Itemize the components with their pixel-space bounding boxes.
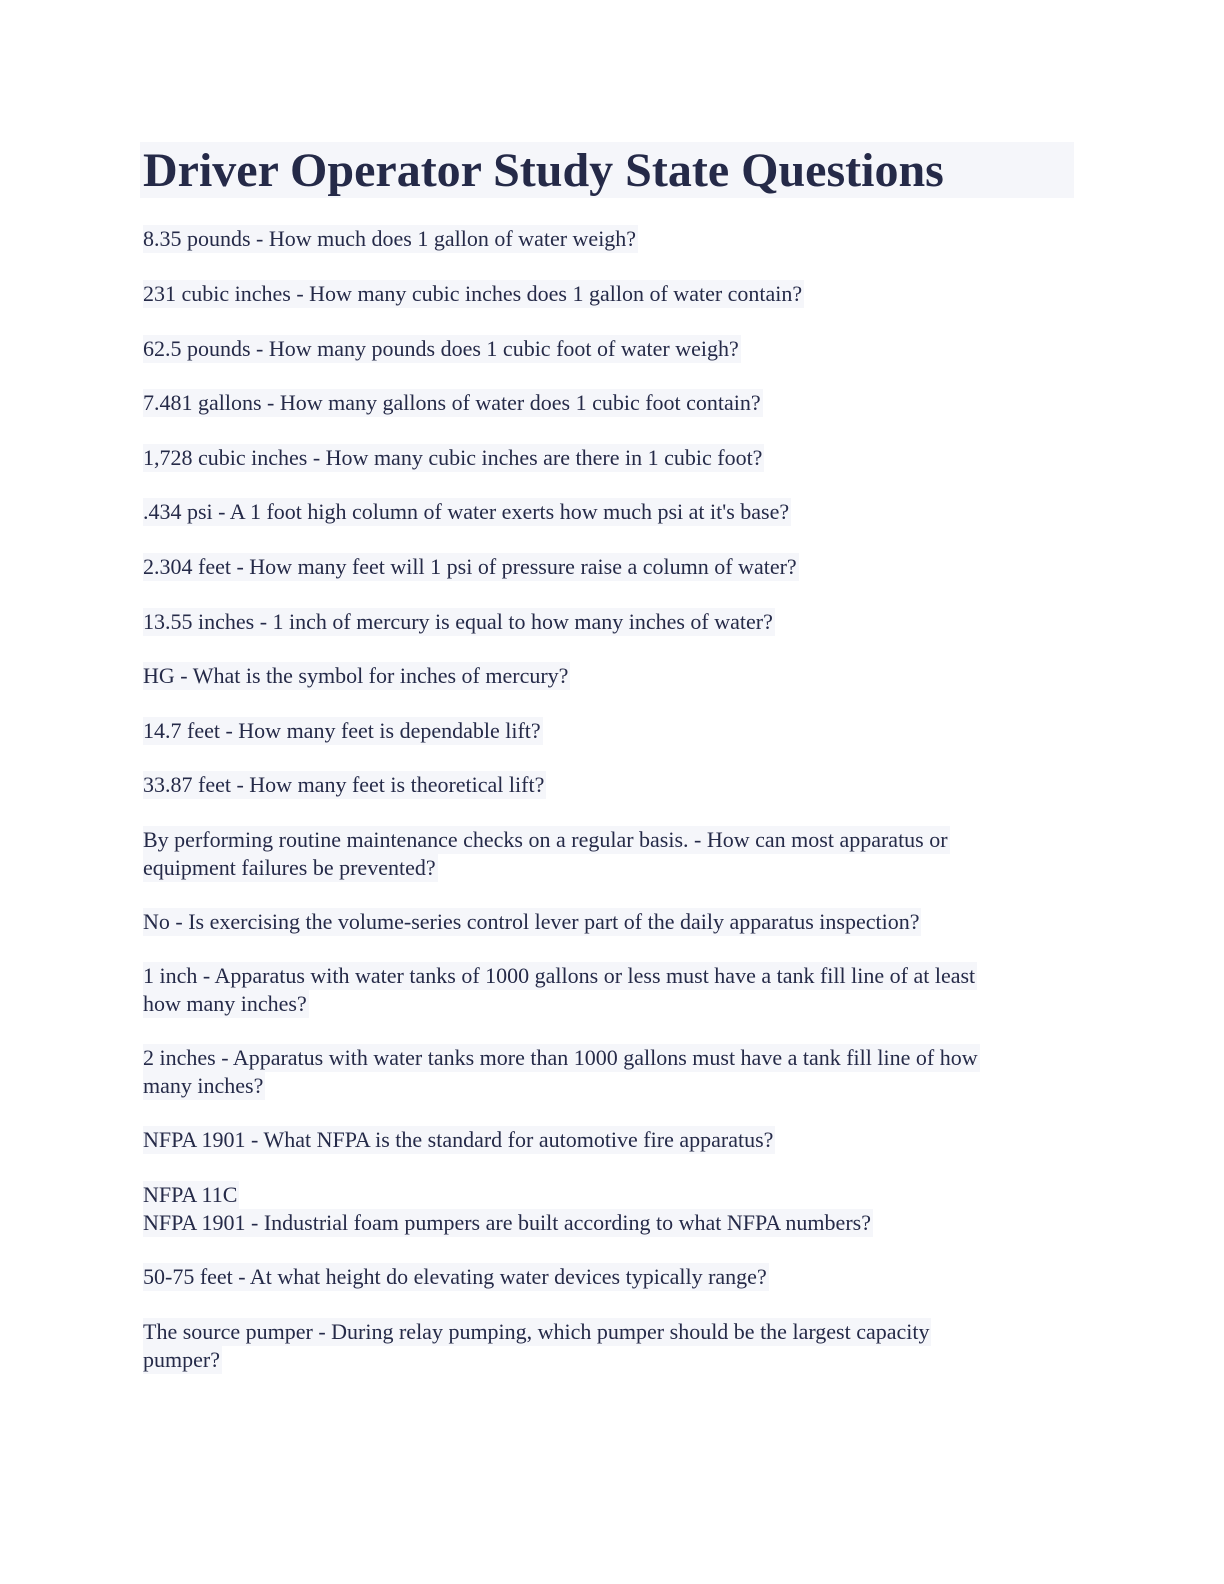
title-highlight: [140, 142, 1074, 198]
qa-line: 1,728 cubic inches - How many cubic inches are there in 1 cubic foot?: [143, 445, 763, 470]
qa-item: [143, 280, 804, 308]
qa-line: .434 psi - A 1 foot high column of water exerts how much psi at it's base?: [143, 499, 790, 524]
qa-item: [143, 608, 775, 636]
qa-line: many inches?: [143, 1073, 264, 1098]
qa-item: [143, 444, 764, 472]
qa-line: The source pumper - During relay pumping, which pumper should be the largest capacity: [143, 1319, 930, 1344]
qa-line: 2 inches - Apparatus with water tanks more than 1000 gallons must have a tank fill line of how: [143, 1045, 978, 1070]
qa-item: [143, 1318, 931, 1374]
qa-item: [143, 1044, 980, 1100]
qa-line: 33.87 feet - How many feet is theoretical lift?: [143, 772, 545, 797]
qa-item: [143, 225, 638, 253]
qa-line: 8.35 pounds - How much does 1 gallon of water weigh?: [143, 226, 637, 251]
qa-line: pumper?: [143, 1347, 220, 1372]
qa-item: [143, 962, 977, 1018]
qa-item: [143, 553, 799, 581]
qa-line: HG - What is the symbol for inches of mercury?: [143, 663, 569, 688]
qa-item: [143, 826, 950, 882]
qa-line: 62.5 pounds - How many pounds does 1 cubic foot of water weigh?: [143, 336, 739, 361]
qa-line: 13.55 inches - 1 inch of mercury is equal to how many inches of water?: [143, 609, 773, 634]
qa-item: [143, 389, 763, 417]
qa-item: [143, 1181, 873, 1237]
page-title: Driver Operator Study State Questions: [143, 144, 944, 197]
qa-item: [143, 908, 921, 936]
qa-line: NFPA 1901 - Industrial foam pumpers are built according to what NFPA numbers?: [143, 1210, 871, 1235]
qa-item: [143, 1263, 769, 1291]
qa-item: [143, 771, 546, 799]
qa-item: [143, 662, 570, 690]
qa-line: NFPA 1901 - What NFPA is the standard for automotive fire apparatus?: [143, 1127, 774, 1152]
qa-item: [143, 717, 543, 745]
qa-line: 14.7 feet - How many feet is dependable lift?: [143, 718, 541, 743]
qa-line: how many inches?: [143, 991, 307, 1016]
qa-line: 2.304 feet - How many feet will 1 psi of pressure raise a column of water?: [143, 554, 797, 579]
qa-line: NFPA 11C: [143, 1182, 238, 1207]
qa-line: By performing routine maintenance checks on a regular basis. - How can most apparatus or: [143, 827, 948, 852]
qa-line: 231 cubic inches - How many cubic inches does 1 gallon of water contain?: [143, 281, 803, 306]
qa-line: 50-75 feet - At what height do elevating water devices typically range?: [143, 1264, 767, 1289]
qa-line: 1 inch - Apparatus with water tanks of 1000 gallons or less must have a tank fill line of at least: [143, 963, 976, 988]
qa-line: equipment failures be prevented?: [143, 855, 436, 880]
qa-item: [143, 335, 741, 363]
qa-line: 7.481 gallons - How many gallons of water does 1 cubic foot contain?: [143, 390, 761, 415]
qa-item: [143, 1126, 775, 1154]
qa-item: [143, 498, 791, 526]
qa-line: No - Is exercising the volume-series control lever part of the daily apparatus inspection?: [143, 909, 920, 934]
